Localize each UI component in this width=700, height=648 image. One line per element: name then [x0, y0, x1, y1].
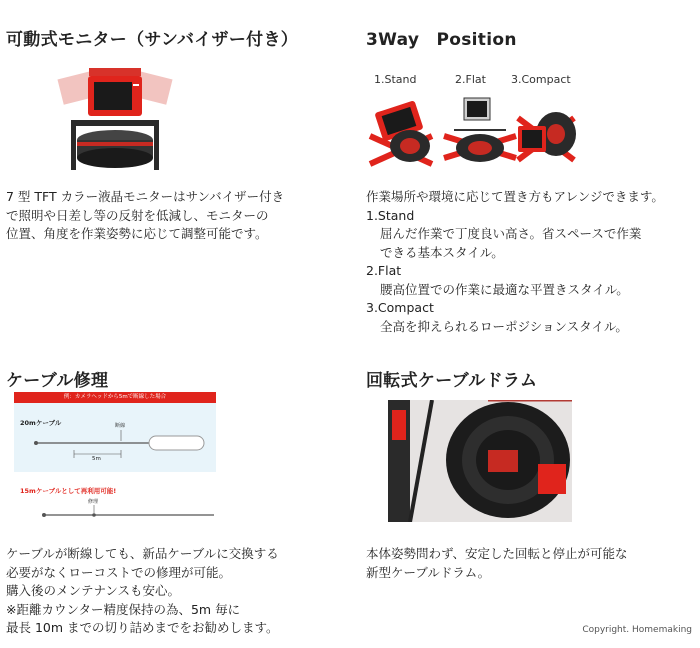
monitor-description	[6, 188, 284, 244]
position-line-5: 2.Flat	[366, 263, 402, 278]
cable-line-1: ケーブルが断線しても、新品ケーブルに交換する	[6, 546, 279, 561]
label-5m: 5m	[92, 456, 101, 462]
monitor-line-1: 7 型 TFT カラー液晶モニターはサンバイザー付き	[6, 189, 285, 204]
compact-unit-image	[518, 112, 576, 160]
copyright-text: Copyright. Homemaking	[582, 625, 692, 635]
position-label-compact: 3.Compact	[511, 73, 571, 86]
drum-line-1: 本体姿勢問わず、安定した回転と停止が可能な	[366, 546, 628, 561]
position-line-1: 作業場所や環境に応じて置き方もアレンジできます。	[366, 189, 664, 204]
drum-line-2: 新型ケーブルドラム。	[366, 564, 491, 580]
flat-unit-image	[444, 98, 516, 162]
monitor-line-3: 位置、角度を作業姿勢に応じて調整可能です。	[6, 226, 268, 241]
label-repair: 修理	[88, 499, 99, 505]
diagram-header: 例：カメラヘッドから5mで断線した場合	[63, 394, 167, 400]
cable-repair-diagram	[14, 392, 216, 530]
section-title-drum: 回転式ケーブルドラム	[366, 371, 538, 391]
cable-description	[6, 545, 279, 638]
cable-line-3: 購入後のメンテナンスも安心。	[6, 583, 181, 598]
label-break: 断線	[115, 423, 126, 429]
position-line-8: 全高を抑えられるローポジションスタイル。	[380, 318, 628, 334]
label-20m-cable: 20mケーブル	[20, 419, 62, 427]
cable-line-2: 必要がなくローコストでの修理が可能。	[6, 564, 232, 580]
label-15m-reuse: 15mケーブルとして再利用可能!	[20, 487, 117, 495]
monitor-line-2: で照明や日差し等の反射を低減し、モニターの	[6, 207, 269, 223]
drum-product-image	[388, 400, 572, 522]
monitor-product-image	[55, 60, 175, 172]
position-images	[366, 88, 578, 168]
section-title-monitor: 可動式モニター（サンバイザー付き）	[6, 30, 299, 50]
position-label-flat: 2.Flat	[455, 73, 486, 86]
position-line-3: 屈んだ作業で丁度良い高さ。省スペースで作業	[380, 226, 642, 241]
section-title-position: 3Way Position	[366, 30, 517, 50]
position-line-7: 3.Compact	[366, 300, 434, 315]
position-label-stand: 1.Stand	[374, 73, 417, 86]
stand-unit-image	[370, 100, 432, 164]
drum-description	[366, 545, 628, 582]
position-description	[366, 188, 664, 336]
position-line-6: 腰高位置での作業に最適な平置きスタイル。	[380, 281, 629, 297]
cable-line-5: 最長 10m までの切り詰めまでをお勧めします。	[6, 620, 279, 635]
cable-line-4: ※距離カウンター精度保持の為、5m 毎に	[6, 601, 241, 617]
position-line-2: 1.Stand	[366, 207, 415, 223]
section-title-cable: ケーブル修理	[6, 371, 109, 391]
position-line-4: できる基本スタイル。	[380, 244, 504, 260]
